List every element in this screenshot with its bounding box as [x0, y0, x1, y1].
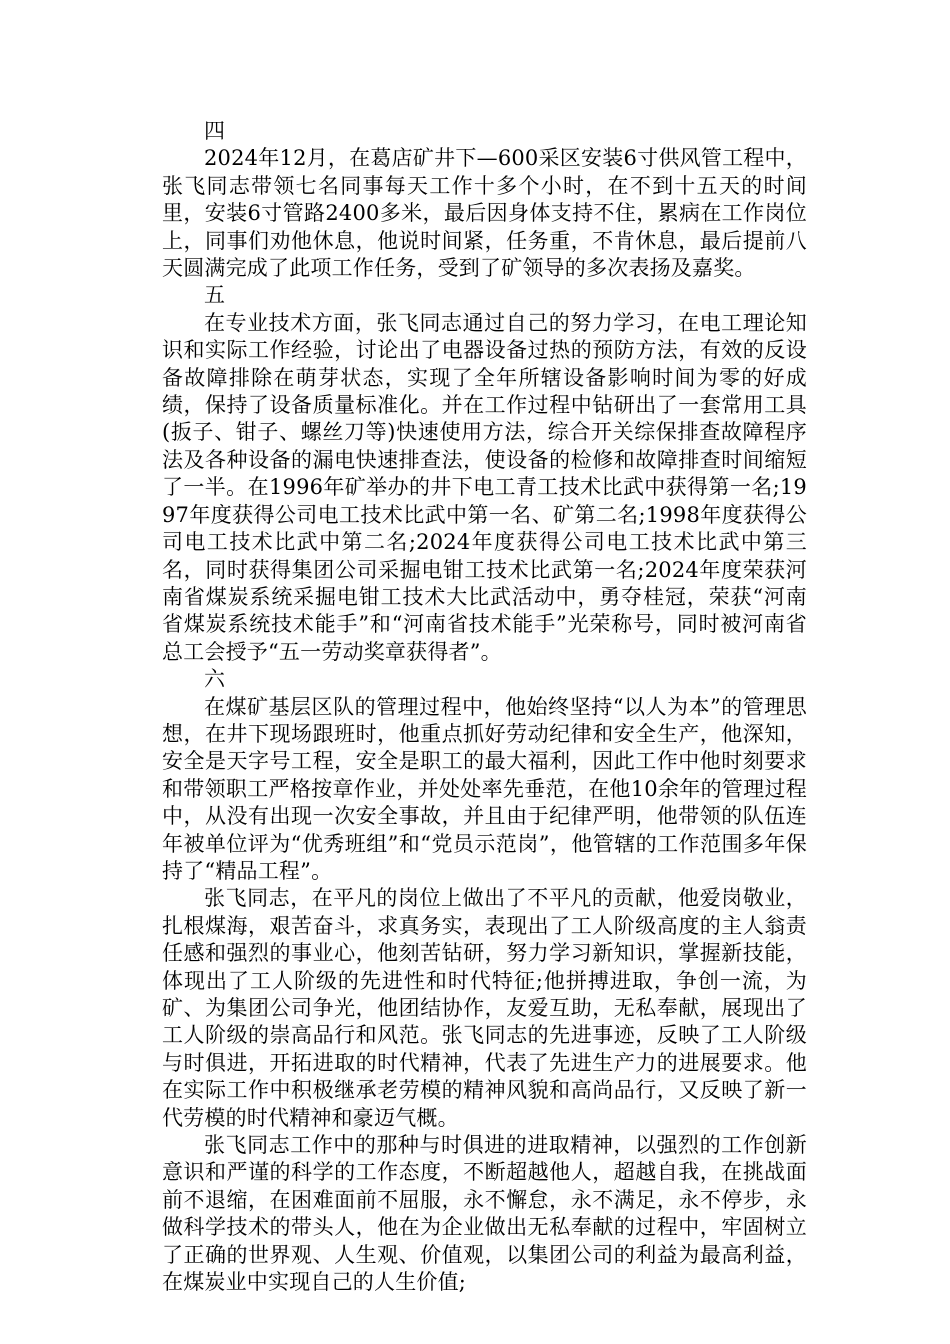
paragraph-spirit-summary: 张飞同志工作中的那种与时俱进的进取精神，以强烈的工作创新意识和严谨的科学的工作态度，不断超越他人，超越自我，在挑战面前不退缩，在困难面前不屈服，永不懈怠，永不满足，永不停步，永做科学技术的带头人，他在为企业做出无私奉献的过程中，牢固树立了正确的世界观、人生观、价值观，以集团公司的利益为最高利益，在煤炭业中实现自己的人生价值; — [162, 1133, 807, 1295]
document-body — [162, 118, 807, 1296]
paragraph-section-5: 在专业技术方面，张飞同志通过自己的努力学习，在电工理论知识和实际工作经验，讨论出了电器设备过热的预防方法，有效的反设备故障排除在萌芽状态，实现了全年所辖设备影响时间为零的好成绩，保持了设备质量标准化。并在工作过程中钻研出了一套常用工具(扳子、钳子、螺丝刀等)快速使用方法，综合开关综保排查故障程序法及各种设备的漏电快速排查法，使设备的检修和故障排查时间缩短了一半。在1996年矿举办的井下电工青工技术比武中获得第一名;1997年度获得公司电工技术比武中第一名、矿第二名;1998年度获得公司电工技术比武中第二名;2024年度获得公司电工技术比武中第三名，同时获得集团公司采掘电钳工技术比武第一名;2024年度荣获河南省煤炭系统采掘电钳工技术大比武活动中，勇夺桂冠，荣获“河南省煤炭系统技术能手”和“河南省技术能手”光荣称号，同时被河南省总工会授予“五一劳动奖章获得者”。 — [162, 310, 807, 664]
paragraph-section-4: 2024年12月，在葛店矿井下—600采区安装6寸供风管工程中，张飞同志带领七名同事每天工作十多个小时，在不到十五天的时间里，安装6寸管路2400多米，最后因身体支持不住，累病在工作岗位上，同事们劝他休息，他说时间紧，任务重，不肯休息，最后提前八天圆满完成了此项工作任务，受到了矿领导的多次表扬及嘉奖。 — [162, 146, 807, 281]
section-heading-5: 五 — [204, 283, 226, 308]
paragraph-contribution-summary: 张飞同志，在平凡的岗位上做出了不平凡的贡献，他爱岗敬业，扎根煤海，艰苦奋斗，求真务实，表现出了工人阶级高度的主人翁责任感和强烈的事业心，他刻苦钻研，努力学习新知识，掌握新技能，体现出了工人阶级的先进性和时代特征;他拼搏进取，争创一流，为矿、为集团公司争光，他团结协作，友爱互助，无私奉献，展现出了工人阶级的崇高品行和风范。张飞同志的先进事迹，反映了工人阶级与时俱进，开拓进取的时代精神，代表了先进生产力的进展要求。他在实际工作中积极继承老劳模的精神风貌和高尚品行，又反映了新一代劳模的时代精神和豪迈气概。 — [162, 886, 807, 1130]
paragraph-section-6: 在煤矿基层区队的管理过程中，他始终坚持“以人为本”的管理思想，在井下现场跟班时，他重点抓好劳动纪律和安全生产，他深知，安全是天字号工程，安全是职工的最大福利，因此工作中他时刻要求和带领职工严格按章作业，并处处率先垂范，在他10余年的管理过程中，从没有出现一次安全事故，并且由于纪律严明，他带领的队伍连年被单位评为“优秀班组”和“党员示范岗”，他管辖的工作范围多年保持了“精品工程”。 — [162, 694, 807, 883]
section-heading-6: 六 — [204, 667, 226, 692]
section-heading-4: 四 — [204, 119, 226, 143]
